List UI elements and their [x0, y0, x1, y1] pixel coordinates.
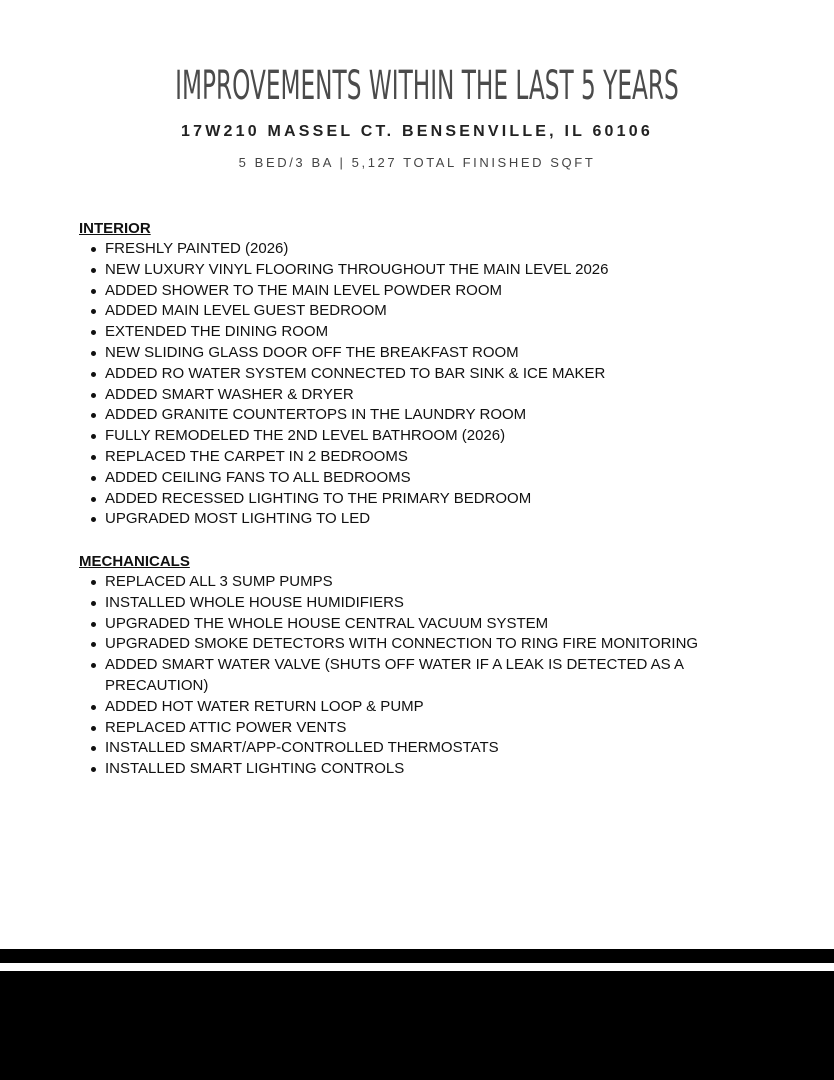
- list-item: UPGRADED MOST LIGHTING TO LED: [79, 509, 779, 530]
- list-item: UPGRADED THE WHOLE HOUSE CENTRAL VACUUM SYSTEM: [79, 614, 779, 635]
- list-item: INSTALLED SMART LIGHTING CONTROLS: [79, 759, 779, 780]
- property-address: 17W210 MASSEL CT. BENSENVILLE, IL 60106: [181, 123, 653, 140]
- mechanicals-section: [79, 552, 779, 780]
- list-item: ADDED RECESSED LIGHTING TO THE PRIMARY BEDROOM: [79, 489, 779, 510]
- list-item: REPLACED ATTIC POWER VENTS: [79, 718, 779, 739]
- page-title: IMPROVEMENTS WITHIN THE LAST 5 YEARS: [175, 63, 679, 109]
- list-item: ADDED MAIN LEVEL GUEST BEDROOM: [79, 301, 779, 322]
- section-heading-mechanicals: MECHANICALS: [79, 553, 190, 570]
- list-item: FRESHLY PAINTED (2026): [79, 239, 779, 260]
- section-heading-interior: INTERIOR: [79, 220, 151, 237]
- list-item: ADDED RO WATER SYSTEM CONNECTED TO BAR SINK & ICE MAKER: [79, 364, 779, 385]
- list-item: ADDED SHOWER TO THE MAIN LEVEL POWDER ROOM: [79, 281, 779, 302]
- list-item: NEW SLIDING GLASS DOOR OFF THE BREAKFAST ROOM: [79, 343, 779, 364]
- footer-band-thick: [0, 971, 834, 1080]
- list-item: ADDED SMART WASHER & DRYER: [79, 385, 779, 406]
- list-item: INSTALLED WHOLE HOUSE HUMIDIFIERS: [79, 593, 779, 614]
- mechanicals-list: [79, 572, 779, 780]
- list-item: NEW LUXURY VINYL FLOORING THROUGHOUT THE MAIN LEVEL 2026: [79, 260, 779, 281]
- list-item: REPLACED THE CARPET IN 2 BEDROOMS: [79, 447, 779, 468]
- footer-band-thin: [0, 949, 834, 963]
- list-item: INSTALLED SMART/APP-CONTROLLED THERMOSTATS: [79, 738, 779, 759]
- list-item: ADDED SMART WATER VALVE (SHUTS OFF WATER IF A LEAK IS DETECTED AS A PRECAUTION): [79, 655, 695, 697]
- list-item: ADDED CEILING FANS TO ALL BEDROOMS: [79, 468, 779, 489]
- list-item: ADDED GRANITE COUNTERTOPS IN THE LAUNDRY ROOM: [79, 405, 779, 426]
- interior-list: [79, 239, 779, 530]
- list-item: REPLACED ALL 3 SUMP PUMPS: [79, 572, 779, 593]
- property-summary: 5 BED/3 BA | 5,127 TOTAL FINISHED SQFT: [238, 155, 596, 170]
- interior-section: [79, 219, 779, 530]
- list-item: ADDED HOT WATER RETURN LOOP & PUMP: [79, 697, 779, 718]
- list-item: EXTENDED THE DINING ROOM: [79, 322, 779, 343]
- list-item: UPGRADED SMOKE DETECTORS WITH CONNECTION TO RING FIRE MONITORING: [79, 634, 779, 655]
- list-item: FULLY REMODELED THE 2ND LEVEL BATHROOM (2026): [79, 426, 779, 447]
